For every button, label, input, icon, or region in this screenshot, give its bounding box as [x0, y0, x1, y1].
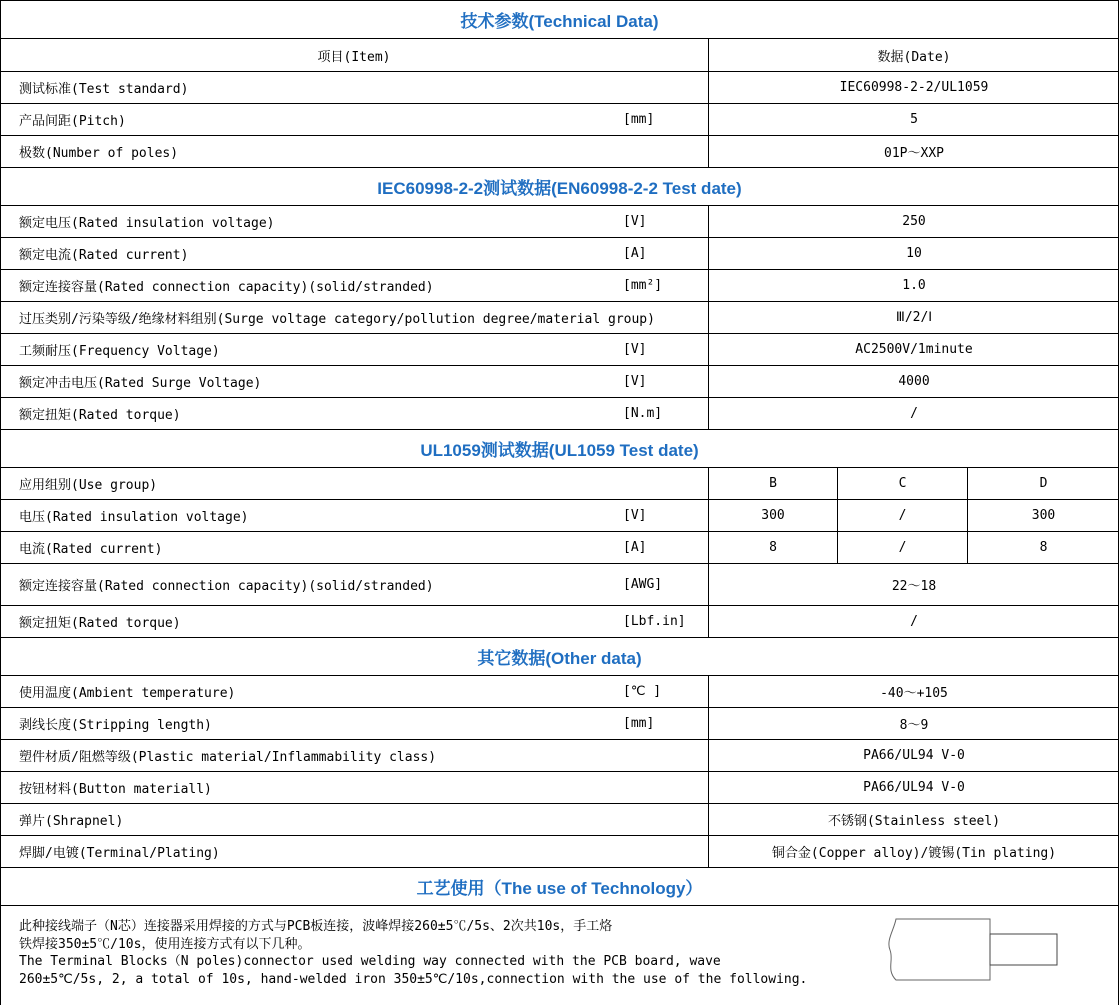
- row-unit: [600, 136, 708, 167]
- table-row: [0, 333, 1119, 365]
- table-row: [0, 205, 1119, 237]
- row-value: 250: [708, 206, 1119, 237]
- table-row: [0, 365, 1119, 397]
- section-heading-technical: [0, 0, 1119, 38]
- row-value: IEC60998-2-2/UL1059: [708, 72, 1119, 103]
- row-label: 弹片(Shrapnel): [19, 814, 124, 829]
- group-b: B: [708, 468, 837, 499]
- row-label: 额定冲击电压(Rated Surge Voltage): [19, 376, 262, 391]
- heading-ul-text: UL1059测试数据(UL1059 Test date): [420, 441, 699, 460]
- table-row: [0, 269, 1119, 301]
- row-label: 额定电压(Rated insulation voltage): [19, 216, 275, 231]
- row-value: 8～9: [708, 708, 1119, 739]
- row-value: -40～+105: [708, 676, 1119, 707]
- row-value: PA66/UL94 V-0: [708, 772, 1119, 803]
- section-heading-ul: [0, 429, 1119, 467]
- row-value-b: 300: [708, 500, 837, 531]
- row-label: 产品间距(Pitch): [19, 114, 126, 129]
- table-row: [0, 499, 1119, 531]
- row-unit: [Lbf.in]: [623, 614, 686, 629]
- row-label: 额定电流(Rated current): [19, 248, 189, 263]
- group-c: C: [837, 468, 967, 499]
- heading-technology-text: 工艺使用（The use of Technology）: [416, 879, 703, 898]
- row-value: 01P～XXP: [708, 136, 1119, 167]
- technology-note: [19, 918, 879, 988]
- row-value-d: 300: [967, 500, 1119, 531]
- table-row: [0, 237, 1119, 269]
- table-row: [0, 103, 1119, 135]
- row-value: 1.0: [708, 270, 1119, 301]
- table-row: [0, 835, 1119, 867]
- row-value: /: [708, 398, 1119, 429]
- row-unit: [V]: [623, 342, 647, 357]
- row-label: 额定扭矩(Rated torque): [19, 616, 181, 631]
- table-row: [0, 531, 1119, 563]
- pin-sketch-icon: [884, 912, 1064, 992]
- table-row: [0, 803, 1119, 835]
- table-row: [0, 605, 1119, 637]
- table-row: [0, 739, 1119, 771]
- table-row: [0, 135, 1119, 167]
- row-unit: [V]: [623, 214, 647, 229]
- row-label: 使用温度(Ambient temperature): [19, 686, 236, 701]
- row-unit: [mm]: [623, 112, 655, 127]
- row-value-d: 8: [967, 532, 1119, 563]
- row-value: 不锈钢(Stainless steel): [708, 804, 1119, 835]
- column-header-row: [0, 38, 1119, 71]
- row-unit: [A]: [623, 246, 647, 261]
- row-label: 过压类别/污染等级/绝缘材料组别(Surge voltage category/pollution degree/material group): [19, 312, 655, 327]
- row-unit: [600, 772, 708, 803]
- row-unit: [AWG]: [623, 577, 663, 592]
- row-label: 电流(Rated current): [19, 542, 163, 557]
- row-label: 电压(Rated insulation voltage): [19, 510, 249, 525]
- row-value-c: /: [837, 500, 967, 531]
- row-label: 剥线长度(Stripping length): [19, 718, 212, 733]
- row-label: 额定连接容量(Rated connection capacity)(solid/stranded): [19, 280, 434, 295]
- row-label: 按钮材料(Button materiall): [19, 782, 212, 797]
- note-en-line-1: The Terminal Blocks（N poles)connector used welding way connected with the PCB board, wave: [19, 954, 721, 969]
- row-unit: [N.m]: [623, 406, 663, 421]
- row-unit: [V]: [623, 374, 647, 389]
- row-label: 应用组别(Use group): [19, 478, 158, 493]
- row-unit: [600, 804, 708, 835]
- section-heading-iec: [0, 167, 1119, 205]
- row-unit: [600, 302, 708, 333]
- row-value-b: 8: [708, 532, 837, 563]
- row-value: /: [708, 606, 1119, 637]
- group-d: D: [967, 468, 1119, 499]
- heading-other-text: 其它数据(Other data): [477, 649, 642, 668]
- row-label: 额定扭矩(Rated torque): [19, 408, 181, 423]
- row-value: PA66/UL94 V-0: [708, 740, 1119, 771]
- row-unit: [600, 72, 708, 103]
- row-value: 5: [708, 104, 1119, 135]
- row-label: 极数(Number of poles): [19, 146, 179, 161]
- table-row: [0, 563, 1119, 605]
- table-row: [0, 707, 1119, 739]
- row-label: 工频耐压(Frequency Voltage): [19, 344, 220, 359]
- row-unit: [V]: [623, 508, 647, 523]
- heading-iec-text: IEC60998-2-2测试数据(EN60998-2-2 Test date): [377, 179, 742, 198]
- table-row: [0, 467, 1119, 499]
- note-zh-line-1: 此种接线端子（N芯）连接器采用焊接的方式与PCB板连接，波峰焊接260±5℃/5s、2次共10s，手工烙: [19, 919, 613, 934]
- heading-technical-text: 技术参数(Technical Data): [460, 11, 659, 31]
- row-value: 22～18: [708, 564, 1119, 605]
- column-header-item: 项目(Item): [317, 49, 391, 65]
- row-value: 铜合金(Copper alloy)/镀锡(Tin plating): [708, 836, 1119, 867]
- row-unit: [℃ ]: [623, 684, 662, 699]
- table-row: [0, 397, 1119, 429]
- note-en-line-2: 260±5℃/5s, 2, a total of 10s, hand-welded iron 350±5℃/10s,connection with the use of the following.: [19, 971, 808, 987]
- row-value: AC2500V/1minute: [708, 334, 1119, 365]
- table-row: [0, 71, 1119, 103]
- row-value: 10: [708, 238, 1119, 269]
- row-label: 塑件材质/阻燃等级(Plastic material/Inflammability class): [19, 750, 437, 765]
- row-unit: [mm]: [623, 716, 655, 731]
- table-row: [0, 301, 1119, 333]
- section-heading-technology: [0, 867, 1119, 905]
- table-row: [0, 675, 1119, 707]
- row-label: 焊脚/电镀(Terminal/Plating): [19, 846, 220, 861]
- note-zh-line-2: 铁焊接350±5℃/10s，使用连接方式有以下几种。: [19, 936, 311, 952]
- row-value-c: /: [837, 532, 967, 563]
- section-heading-other: [0, 637, 1119, 675]
- row-value: 4000: [708, 366, 1119, 397]
- row-unit: [600, 740, 708, 771]
- row-label: 额定连接容量(Rated connection capacity)(solid/stranded): [19, 579, 434, 594]
- row-value: Ⅲ/2/Ⅰ: [708, 302, 1119, 333]
- row-unit: [A]: [623, 540, 647, 555]
- row-unit: [mm²]: [623, 278, 663, 293]
- table-row: [0, 771, 1119, 803]
- row-label: 测试标准(Test standard): [19, 82, 189, 97]
- row-unit: [600, 836, 708, 867]
- column-header-data: 数据(Date): [708, 39, 1119, 71]
